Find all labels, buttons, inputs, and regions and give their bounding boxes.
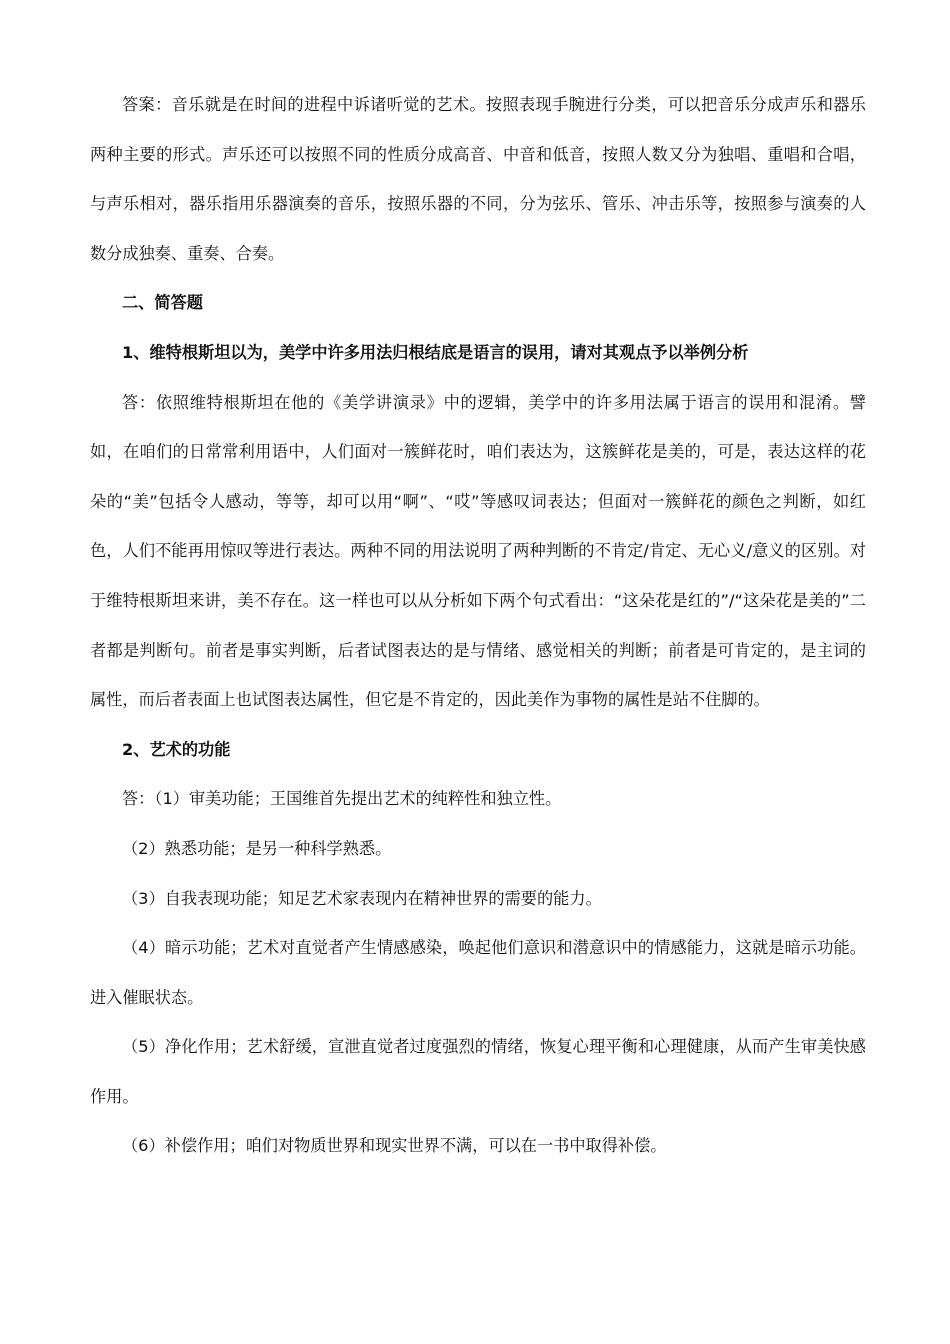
question-1-title: 1、维特根斯坦以为，美学中许多用法归根结底是语言的误用，请对其观点予以举例分析 [122,342,749,362]
question-2-item-6: （6）补偿作用；咱们对物质世界和现实世界不满，可以在一书中取得补偿。 [122,1136,667,1156]
section-heading-short-answer: 二、简答题 [122,293,203,313]
question-2-item-5: （5）净化作用；艺术舒缓，宣泄直觉者过度强烈的情绪，恢复心理平衡和心理健康，从而产生审美快感作用。 [90,1037,866,1106]
question-1-answer: 答：依照维特根斯坦在他的《美学讲演录》中的逻辑，美学中的许多用法属于语言的误用和混淆。譬如，在咱们的日常常利用语中，人们面对一簇鲜花时，咱们表达为，这簇鲜花是美的，可是，表达这样的花朵的“美”包括令人感动，等等，却可以用“啊”、“哎”等感叹词表达；但面对一簇鲜花的颜色之判断，如红色，人们不能再用惊叹等进行表达。两种不同的用法说明了两种判断的不肯定/肯定、无心义/意义的区别。对于维特根斯坦来讲，美不存在。这一样也可以从分析如下两个句式看出：“这朵花是红的”/“这朵花是美的”二者都是判断句。前者是事实判断，后者试图表达的是与情绪、感觉相关的判断；前者是可肯定的，是主词的属性，而后者表面上也试图表达属性，但它是不肯定的，因此美作为事物的属性是站不住脚的。 [90,392,866,710]
question-2-item-4: （4）暗示功能；艺术对直觉者产生情感感染，唤起他们意识和潜意识中的情感能力，这就是暗示功能。进入催眠状态。 [90,938,866,1007]
question-2-item-2: （2）熟悉功能；是另一种科学熟悉。 [122,838,392,858]
question-2-item-1: 答：（1）审美功能；王国维首先提出艺术的纯粹性和独立性。 [122,789,562,809]
question-2-item-3: （3）自我表现功能；知足艺术家表现内在精神世界的需要的能力。 [122,888,602,908]
document-page [90,80,866,1171]
answer-music-paragraph: 答案：音乐就是在时间的进程中诉诸听觉的艺术。按照表现手腕进行分类，可以把音乐分成声乐和器乐两种主要的形式。声乐还可以按照不同的性质分成高音、中音和低音，按照人数又分为独唱、重唱和合唱，与声乐相对，器乐指用乐器演奏的音乐，按照乐器的不同，分为弦乐、管乐、冲击乐等，按照参与演奏的人数分成独奏、重奏、合奏。 [90,95,866,263]
question-2-title: 2、艺术的功能 [122,739,231,759]
